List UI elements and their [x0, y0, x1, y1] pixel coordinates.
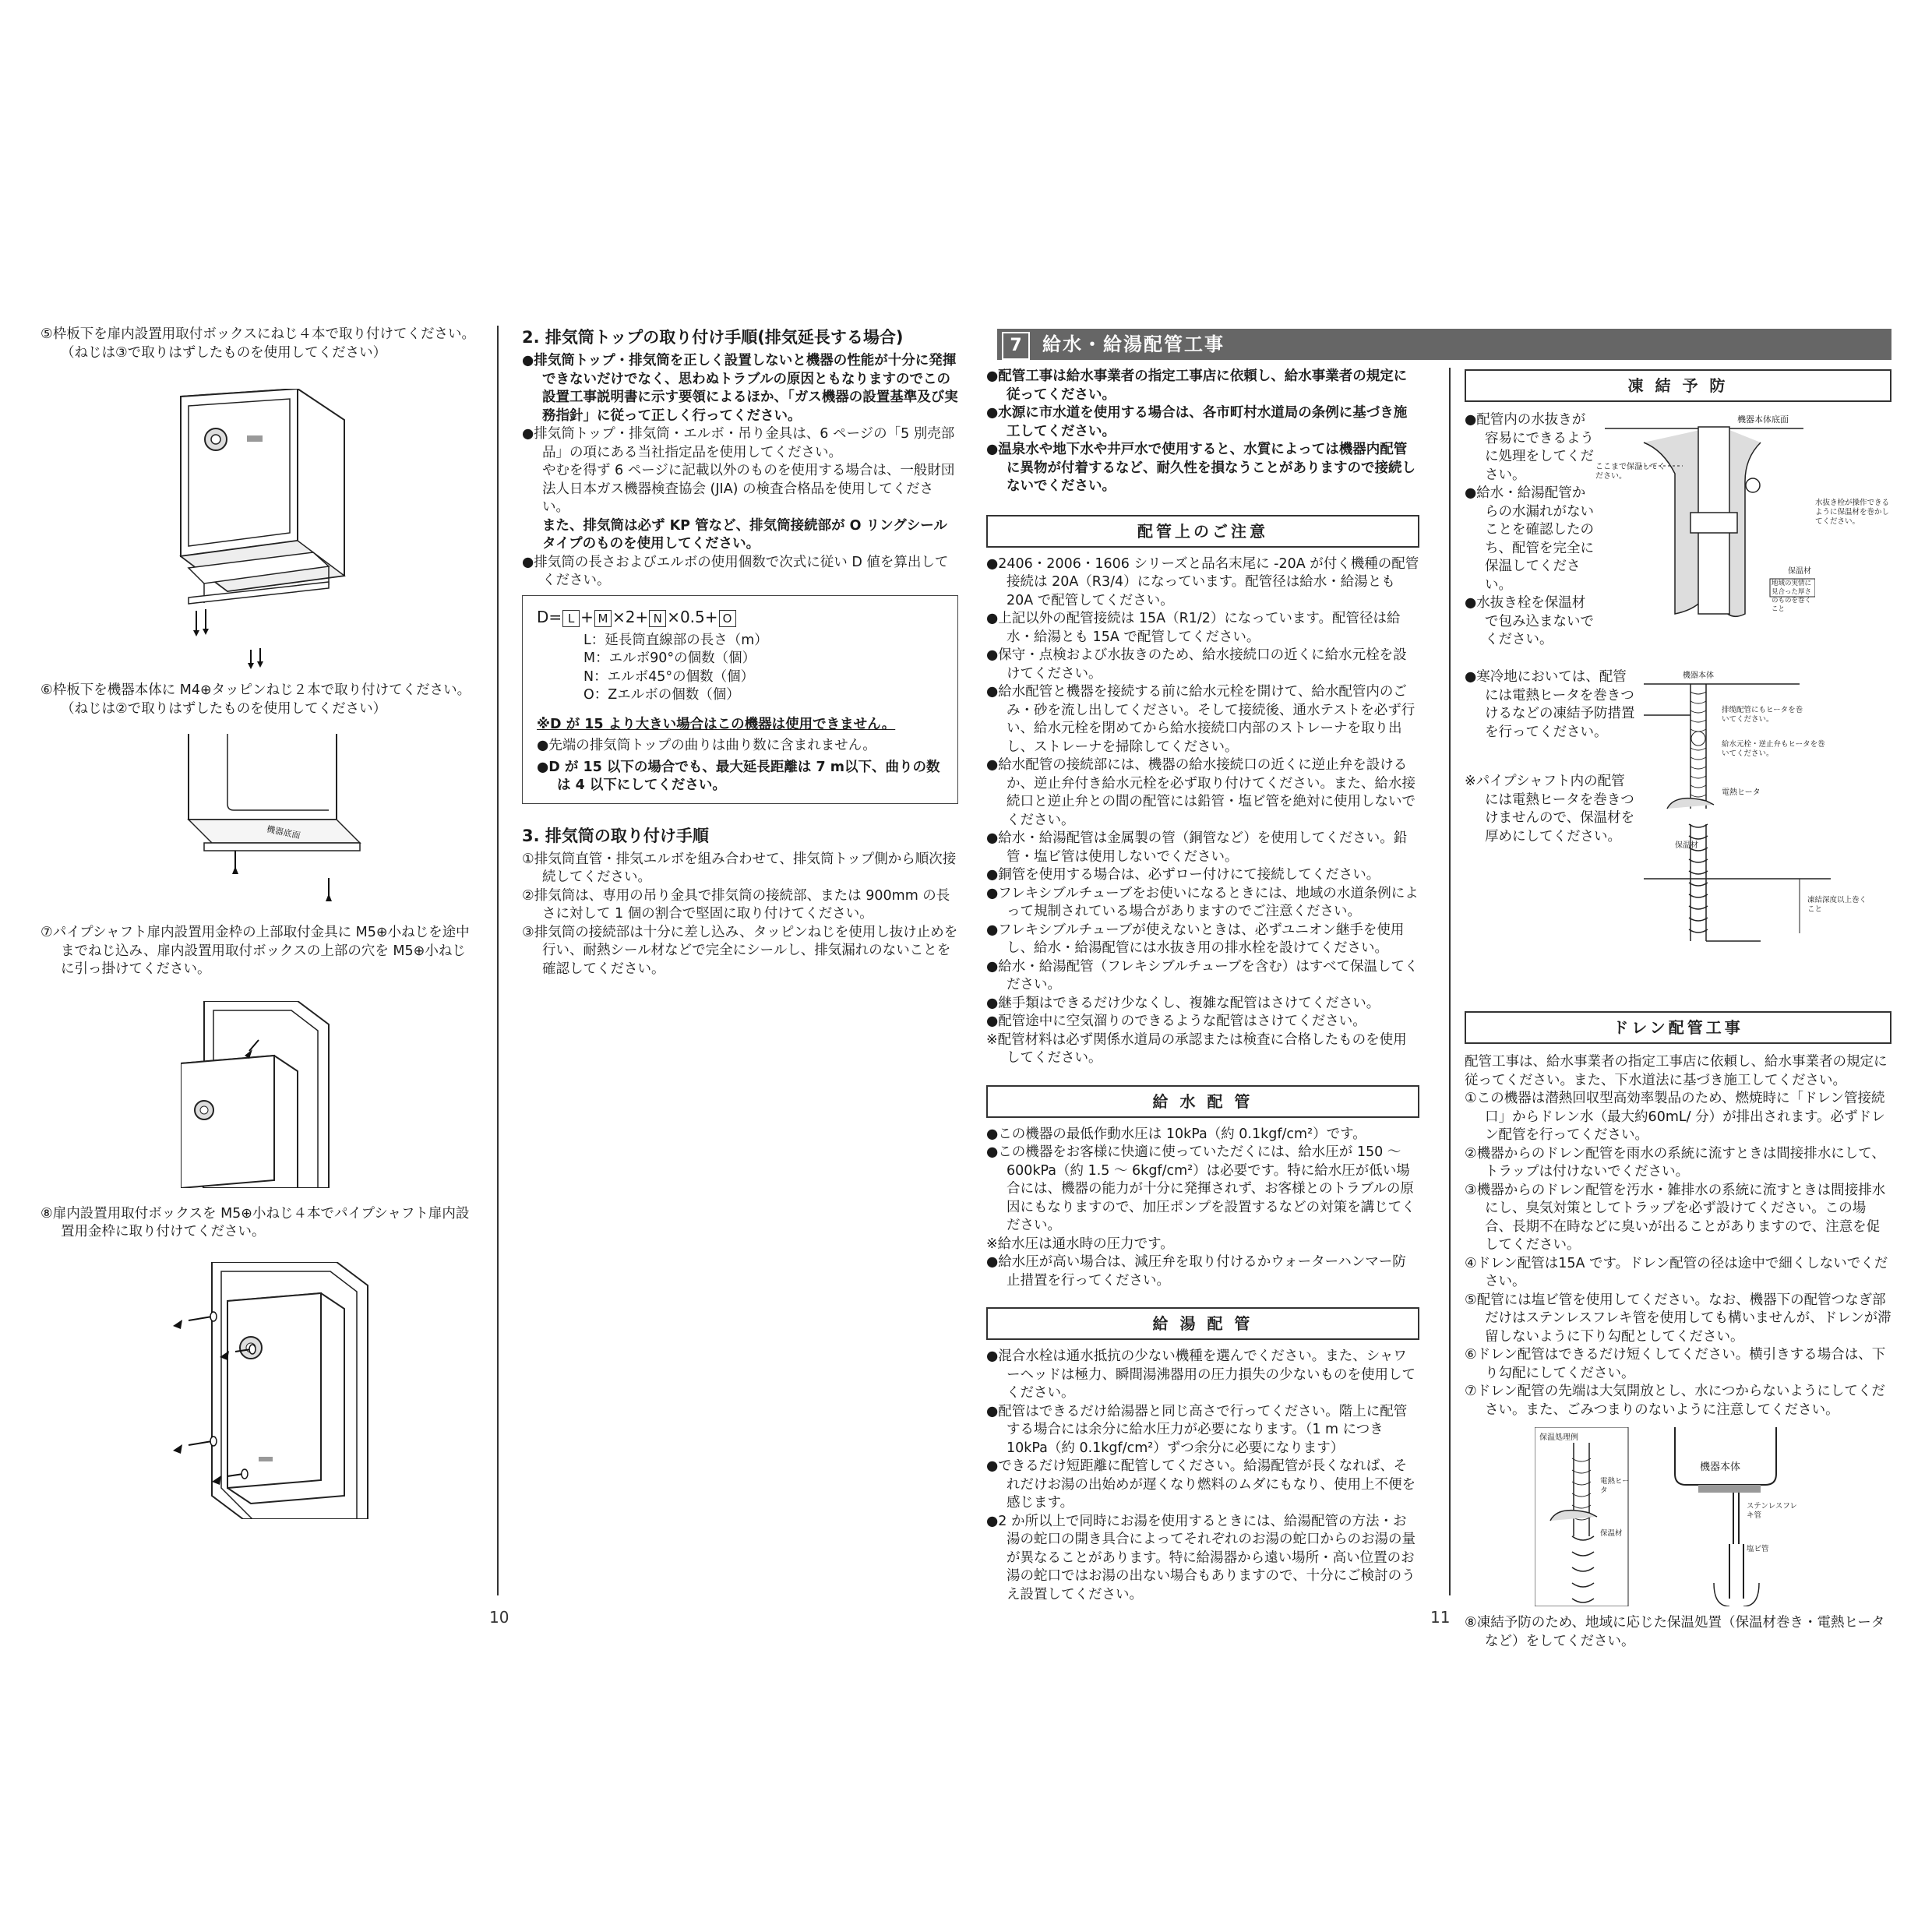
caution-item: ●フレキシブルチューブをお使いになるときには、地域の水道条例によって規制されている場合がありますのでご注意ください。 [986, 885, 1419, 919]
exhaust-step-1: ①排気筒直管・排気エルボを組み合わせて、排気筒トップ側から順次接続してください。 [522, 851, 957, 885]
frame-screw-drawing [165, 1262, 391, 1519]
install-box-drawing [173, 389, 352, 669]
section-number: 7 [1002, 332, 1030, 360]
formula-line: D= L + M ×2+ N ×0.5+ O [537, 605, 943, 629]
step6-text: ⑥枠板下を機器本体に M4⊕タッピンねじ２本で取り付けてください。 [41, 682, 471, 698]
step6-note: （ねじは②で取りはずしたものを使用してください） [61, 700, 387, 717]
caution-item: ●給水配管の接続部には、機器の給水接続口の近くに逆止弁を設けるか、逆止弁付き給水元栓を必ず取り付けてください。また、給水接続口と逆止弁との間の配管には鉛管・塩ビ管を絶対に使用しないでください。 [986, 757, 1416, 828]
drain-fig-f: 塩ビ管 [1747, 1545, 1769, 1553]
intro-bullet-1: ●配管工事は給水事業者の指定工事店に依頼し、給水事業者の規定に従ってください。 [986, 368, 1408, 403]
drain-item: ①この機器は潜熱回収型高効率製品のため、燃焼時に「ドレン管接続口」からドレン水（最大約60mL/ 分）が排出されます。必ずドレン配管を行ってください。 [1465, 1091, 1885, 1143]
left-col-1 [41, 326, 477, 1519]
figure-box-mount-4 [165, 1262, 391, 1519]
freeze-block-1 [1465, 411, 1891, 668]
left-page-divider [497, 326, 499, 1595]
hot-item: ●できるだけ短距離に配管してください。給湯配管が長くなれば、それだけお湯の出始めが遅くなり燃料のムダにもなり、使用上不便を感じます。 [986, 1458, 1416, 1511]
drain-fig-d: 機器本体 [1700, 1461, 1741, 1473]
hot-item: ●混合水栓は通水抵抗の少ない機種を選んでください。また、シャワーヘッドは極力、瞬間湯沸器用の圧力損失の少ないものを使用してください。 [986, 1349, 1416, 1401]
freeze-fig2-a: 排缆配管にもヒータを巻いてください。 [1722, 706, 1803, 724]
exhaust-bullet-1: ●排気筒トップ・排気筒を正しく設置しないと機器の性能が十分に発揮できないだけでなく、思わぬトラブルの原因ともなりますのでこの設置工事説明書に示す要領によるほか、「ガス機器の設置基準及び実務指針」に従って正しく行ってください。 [522, 353, 958, 424]
step5-note: （ねじは③で取りはずしたものを使用してください） [61, 344, 387, 361]
caution-item: ●給水配管と機器を接続する前に給水元栓を開けて、給水配管内のごみ・砂を流し出してください。そして接続後、通水テストを必ず行い、給水元栓を閉めてから給水接続口内部のストレーナを取り出し、ストレーナを掃除してください。 [986, 684, 1416, 755]
caution-item: ●フレキシブルチューブが使えないときは、必ずユニオン継手を使用し、給水・給湯配管には水抜き用の排水栓を設けてください。 [986, 922, 1405, 956]
d-value-formula-box [522, 595, 958, 804]
freeze-fig1-left: ここまで保温してください。 [1595, 463, 1666, 481]
right-page-divider [1449, 368, 1451, 1595]
intro-bullet-2: ●水源に市水道を使用する場合は、各市町村水道局の条例に基づき施工してください。 [986, 405, 1408, 439]
frame-hook-drawing [181, 1001, 352, 1188]
caution-item: ●配管途中に空気溜りのできるような配管はさけてください。 [986, 1014, 1366, 1029]
step7-text: ⑦パイプシャフト扉内設置用金枠の上部取付金具に M5⊕小ねじを途中までねじ込み、扉内設置用取付ボックスの上部の穴を M5⊕小ねじに引っ掛けてください。 [41, 925, 470, 977]
left-col-2 [522, 326, 958, 978]
water-supply-title: 給 水 配 管 [986, 1085, 1419, 1118]
drain-item: ③機器からのドレン配管を汚水・雑排水の系統に流すときは間接排水にし、臭気対策としてトラップを必ず設けてください。この場合、長期不在時などに臭いが出ることがありますので、注意を促してください。 [1465, 1182, 1886, 1253]
freeze-fig1-r3: 地域の実情に見合った厚さのものを巻くこと [1772, 580, 1812, 613]
page-number-left: 10 [489, 1608, 509, 1627]
caution-item: ●銅管を使用する場合は、必ずロー付けにて接続してください。 [986, 867, 1380, 883]
drain-item: ④ドレン配管は15A です。ドレン配管の径は途中で細くしないでください。 [1465, 1255, 1888, 1289]
freeze-item: ●給水・給湯配管からの水漏れがないことを確認したのち、配管を完全に保温してください。 [1465, 485, 1594, 593]
exhaust-bullet-3: ●排気筒の長さおよびエルボの使用個数で次式に従い D 値を算出してください。 [522, 554, 949, 588]
right-col-1 [986, 368, 1419, 1604]
freeze-fig2-top: 機器本体 [1683, 672, 1714, 680]
water-item: ●給水圧が高い場合は、減圧弁を取り付けるかウォーターハンマー防止措置を行ってください。 [986, 1254, 1406, 1289]
intro-bullet-3: ●温泉水や地下水や井戸水で使用すると、水質によっては機器内配管に異物が付着するなど、耐久性を損なうことがありますので接続しないでください。 [986, 442, 1416, 494]
drain-intro: 配管工事は、給水事業者の指定工事店に依頼し、給水事業者の規定に従ってください。また、下水道法に基づき施工してください。 [1465, 1054, 1888, 1088]
freeze-block-2 [1465, 668, 1891, 996]
exhaust-bullet-2-bold: また、排気筒は必ず KP 管など、排気筒接続部が O リングシールタイプのものを使用してください。 [542, 517, 947, 552]
exhaust-bullet-2: ●排気筒トップ・排気筒・エルボ・吊り金具は、6 ページの「5 別売部品」の項にある当社指定品を使用してください。 [522, 426, 955, 460]
heading-exhaust-install: 3. 排気筒の取り付け手順 [522, 826, 709, 845]
caution-item: ●上記以外の配管接続は 15A（R1/2）になっています。配管径は給水・給湯とも 15A で配管してください。 [986, 611, 1401, 645]
freeze-fig1-r1: 水抜き栓が操作できるように保温材を巻かしてください。 [1815, 499, 1890, 526]
hot-water-title: 給 湯 配 管 [986, 1307, 1419, 1340]
drain-title: ドレン配管工事 [1465, 1011, 1891, 1044]
figure-box-mount-1 [173, 389, 352, 669]
freeze-fig1-top: 機器本体底面 [1737, 414, 1789, 425]
figure-box-mount-2 [173, 734, 375, 913]
caution-title: 配管上のご注意 [986, 515, 1419, 548]
drain-fig-a: 保温処理例 [1539, 1433, 1578, 1442]
freeze-fig1-r2: 保温材 [1788, 567, 1811, 576]
formula-note-1: ●先端の排気筒トップの曲りは曲り数に含まれません。 [537, 738, 876, 753]
exhaust-step-2: ②排気筒は、専用の吊り金具で排気筒の接続部、または 900mm の長さに対して 1 個の割合で堅固に取り付けてください。 [522, 887, 950, 922]
freeze-fig2-c: 電熱ヒータ [1722, 788, 1761, 797]
freeze-fig2-d: 保温材 [1675, 841, 1698, 850]
freeze-cold-item: ●寒冷地においては、配管には電熱ヒータを巻きつけるなどの凍結予防措置を行ってください。 [1465, 669, 1635, 740]
caution-item: ●給水・給湯配管（フレキシブルチューブを含む）はすべて保温してください。 [986, 958, 1419, 992]
freeze-text-1 [1465, 411, 1597, 650]
formula-def-o: O：Zエルボの個数（個） [583, 687, 740, 703]
caution-item: ●保守・点検および水抜きのため、給水接続口の近くに給水元栓を設けてください。 [986, 647, 1407, 682]
drain-item: ⑥ドレン配管はできるだけ短くしてください。横引きする場合は、下り勾配にしてください。 [1465, 1347, 1886, 1381]
caution-item: ●継手類はできるだけ少なくし、複雑な配管はさけてください。 [986, 995, 1380, 1011]
drain-fig-b: 電熱ヒータ [1600, 1477, 1630, 1495]
step8-text: ⑧扉内設置用取付ボックスを M5⊕小ねじ４本でパイプシャフト扉内設置用金枠に取り付けてください。 [41, 1205, 470, 1239]
drain-item: ⑤配管には塩ビ管を使用してください。なお、機器下の配管つなぎ部だけはステンレスフレキ管を使用しても構いませんが、ドレンが滞留しないように下り勾配としてください。 [1465, 1292, 1891, 1345]
formula-def-n: N：エルボ45°の個数（個） [583, 668, 755, 685]
exhaust-step-3: ③排気筒の接続部は十分に差し込み、タッピンねじを使用し抜け止めを行い、耐熱シール材などで完全にシールし、排気漏れのないことを確認してください。 [522, 924, 958, 977]
freeze-text-2 [1465, 668, 1636, 846]
freeze-fig2-b: 給水元栓・逆止弁もヒータを巻いてください。 [1722, 740, 1825, 758]
heading-exhaust-top: 2. 排気筒トップの取り付け手順(排気延長する場合) [522, 328, 904, 347]
drain-fig-e: ステンレスフレキ管 [1747, 1502, 1797, 1520]
drain-item: ⑦ドレン配管の先端は大気開放とし、水につからないようにしてください。また、ごみつまりのないように注意してください。 [1465, 1384, 1885, 1418]
formula-def-m: M：エルボ90°の個数（個） [583, 650, 756, 666]
page-number-right: 11 [1430, 1608, 1451, 1627]
freeze-item: ●水抜き栓を保温材で包み込まないでください。 [1465, 595, 1594, 647]
caution-item: ●2406・2006・1606 シリーズと品名末尾に -20A が付く機種の配管接続は 20A（R3/4）になっています。配管径は給水・給湯とも 20A で配管してください。 [986, 555, 1419, 608]
drain-item-8: ⑧凍結予防のため、地域に応じた保温処置（保温材巻き・電熱ヒータなど）をしてください。 [1465, 1615, 1885, 1649]
formula-warning: ※D が 15 より大きい場合はこの機器は使用できません。 [537, 716, 896, 732]
water-item: ●この機器をお客様に快適に使っていただくには、給水圧が 150 ～ 600kPa（約 1.5 ～ 6kgf/cm²）は必要です。特に給水圧が低い場合には、機器の能力が十分に発揮されず、お客様とのトラブルの原因にもなりますので、加圧ポンプを設置するなどの対策を講じてください。 [986, 1144, 1416, 1233]
unit-bottom-label: 機器底面 [266, 823, 301, 841]
formula-def-l: L：延長筒直線部の長さ（m） [583, 632, 768, 648]
exhaust-bullet-2-cont: やむを得ず 6 ページに記載以外のものを使用する場合は、一般財団法人日本ガス機器検査協会 (JIA) の検査合格品を使用してください。 [542, 463, 955, 515]
figure-box-mount-3 [181, 1001, 352, 1188]
section-title: 給水・給湯配管工事 [1042, 333, 1225, 355]
caution-item: ※配管材料は必ず関係水道局の承認または検査に合格したものを使用してください。 [986, 1031, 1407, 1066]
hot-item: ●2 か所以上で同時にお湯を使用するときには、給湯配管の方法・お湯の蛇口の開き具合によってそれぞれのお湯の蛇口からのお湯の量が異なることがあります。特に給湯器から遠い場所・高い位置のお湯の蛇口ではお湯の出ない場合もありますので、十分にご検討のうえ設置してください。 [986, 1513, 1416, 1602]
water-item: ※給水圧は通水時の圧力です。 [986, 1236, 1174, 1252]
freeze-fig2-e: 凍結深度以上巻くこと [1807, 896, 1867, 914]
drain-fig-c: 保温材 [1600, 1529, 1623, 1538]
freeze-title: 凍 結 予 防 [1465, 369, 1891, 402]
drain-figure [1535, 1427, 1891, 1606]
freeze-item: ●配管内の水抜きが容易にできるように処理をしてください。 [1465, 412, 1594, 483]
freeze-shaft-item: ※パイプシャフト内の配管には電熱ヒータを巻きつけませんので、保温材を厚めにしてください。 [1465, 774, 1635, 844]
hot-item: ●配管はできるだけ給湯器と同じ高さで行ってください。階上に配管する場合には余分に給水圧力が必要になります。（1 m につき 10kPa（約 0.1kgf/cm²）ずつ余分に必要になります） [986, 1403, 1408, 1456]
caution-item: ●給水・給湯配管は金属製の管（銅管など）を使用してください。鉛管・塩ビ管は使用しないでください。 [986, 830, 1408, 865]
section-7-header [997, 329, 1891, 360]
right-col-2 [1465, 369, 1891, 1651]
step5-text: ⑤枠板下を扉内設置用取付ボックスにねじ４本で取り付けてください。 [41, 326, 476, 342]
formula-definitions [537, 632, 943, 705]
drain-item: ②機器からのドレン配管を雨水の系統に流すときは間接排水にして、トラップは付けないでください。 [1465, 1145, 1885, 1179]
formula-note-2: ●D が 15 以下の場合でも、最大延長距離は 7 m以下、曲りの数は 4 以下にしてください。 [537, 759, 940, 793]
water-item: ●この機器の最低作動水圧は 10kPa（約 0.1kgf/cm²）です。 [986, 1126, 1366, 1142]
